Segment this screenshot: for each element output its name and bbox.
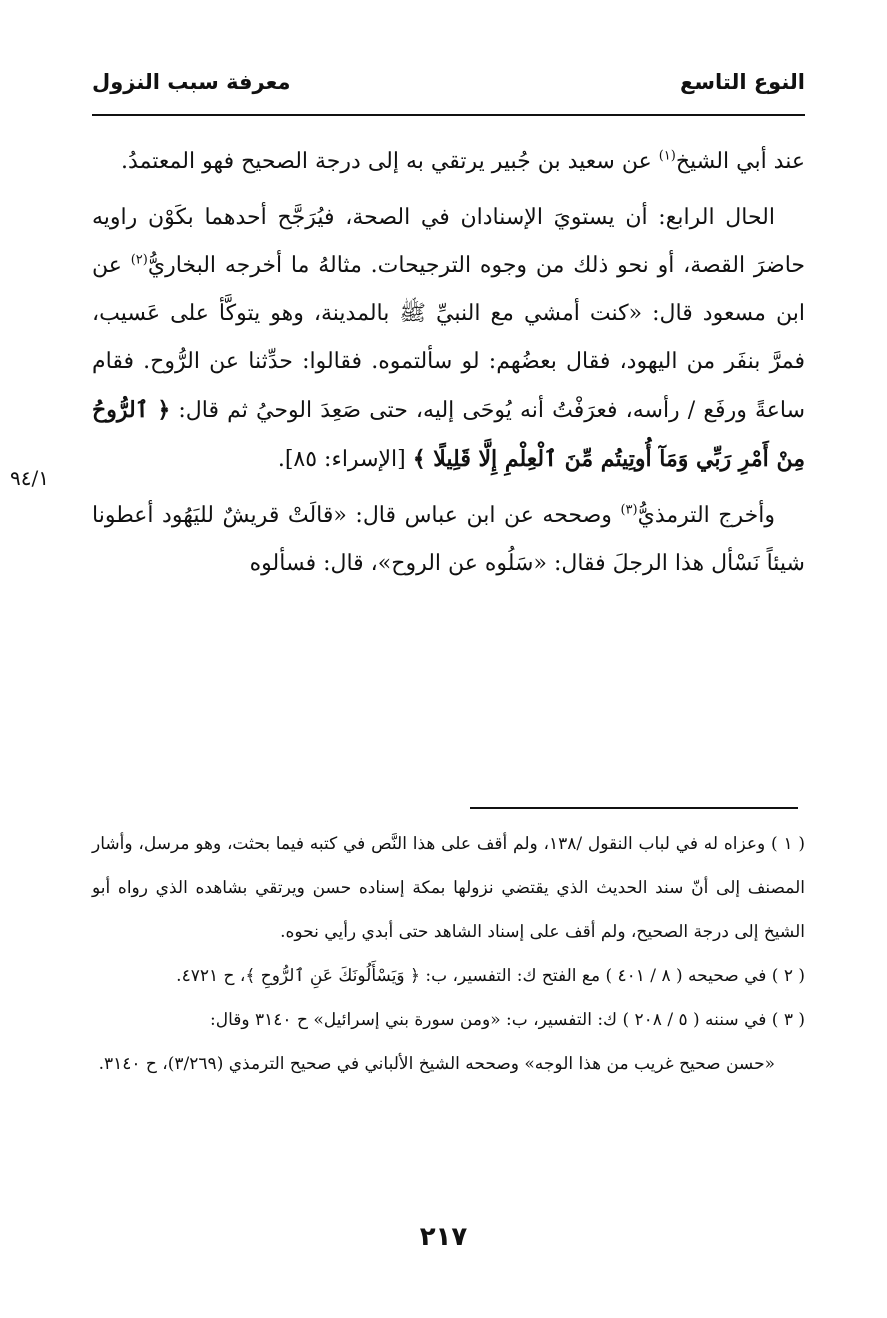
running-header <box>92 70 805 110</box>
footnote-3-continuation: «حسن صحيح غريب من هذا الوجه» وصححه الشيخ الألباني في صحيح الترمذي (٣/٢٦٩)، ح ٣١٤٠. <box>98 1054 775 1074</box>
paragraph-2: الحال الرابع: أن يستويَ الإسنادان في الصحة، فيُرَجَّح أحدهما بكَوْن راويه حاضرَ القصة، أو نحو ذلك من وجوه الترجيحات. مثالهُ ما أخرجه البخاريُّ$^{(٢)}$ عن ابن مسعود قال: «كنت أمشي مع النبيِّ ﷺ بالمدينة، وهو يتوكَّأ على عَسيب، فمرَّ بنفَر من اليهود، فقال بعضُهم: لو سألتموه. فقالوا: حدِّثنا عن الرُّوح. فقام ساعةً ورفَع / رأسه، فعرَفْتُ أنه يُوحَى إليه، حتى صَعِدَ الوحيُ ثم قال: ﴿ ٱلرُّوحُ مِنْ أَمْرِ رَبِّي وَمَآ أُوتِيتُم مِّنَ ٱلْعِلْمِ إِلَّا قَلِيلًا ﴾ [الإسراء: ٨٥]. <box>92 205 806 472</box>
footnote-ref-3[interactable]: (٣) <box>620 502 638 518</box>
footnote-2: ( ٢ ) في صحيحه ( ٨ / ٤٠١ ) مع الفتح ك: التفسير، ب: ﴿ وَيَسْأَلُونَكَ عَنِ ٱلرُّوحِ ﴾، ح ٤٧٢١. <box>176 966 805 986</box>
page-number: ٢١٧ <box>419 1222 468 1252</box>
chapter-title: النوع التاسع <box>679 70 805 94</box>
main-text <box>92 138 805 596</box>
footnote-3: ( ٣ ) في سننه ( ٥ / ٢٠٨ ) ك: التفسير، ب: «ومن سورة بني إسرائيل» ح ٣١٤٠ وقال: <box>210 1010 805 1030</box>
paragraph-1: عند أبي الشيخ$^{(١)}$ عن سعيد بن جُبير يرتقي به إلى درجة الصحيح فهو المعتمدُ. <box>121 148 805 174</box>
quran-verse: ﴿ ٱلرُّوحُ مِنْ أَمْرِ رَبِّي وَمَآ أُوتِيتُم مِّنَ ٱلْعِلْمِ إِلَّا قَلِيلًا ﴾ <box>92 397 805 472</box>
margin-page-reference: ٩٤/١ <box>10 466 49 490</box>
footnote-ref-1[interactable]: (١) <box>658 148 676 164</box>
header-divider <box>92 114 805 116</box>
section-title: معرفة سبب النزول <box>92 70 291 94</box>
footnote-ref-2[interactable]: (٢) <box>130 252 148 268</box>
verse-citation: [الإسراء: ٨٥]. <box>277 447 413 472</box>
paragraph-3: وأخرج الترمذيُّ$^{(٣)}$ وصححه عن ابن عباس قال: «قالَتْ قريشٌ لليَهُود أعطونا شيئاً نَسْأل هذا الرجلَ فقال: «سَلُوه عن الروح»، قال: فسألوه <box>92 502 805 576</box>
footnote-1: ( ١ ) وعزاه له في لباب النقول /١٣٨، ولم أقف على هذا النَّص في كتبه فيما بحثت، وهو مرسل، وأشار المصنف إلى أنّ سند الحديث الذي يقتضي نزولها بمكة إسناده حسن ويرتقي بشاهده الذي رواه أبو الشيخ إلى درجة الصحيح، ولم أقف على إسناد الشاهد حتى أبدي رأيي نحوه. <box>92 834 805 942</box>
footnote-divider <box>470 807 798 809</box>
footnotes <box>92 822 805 1086</box>
